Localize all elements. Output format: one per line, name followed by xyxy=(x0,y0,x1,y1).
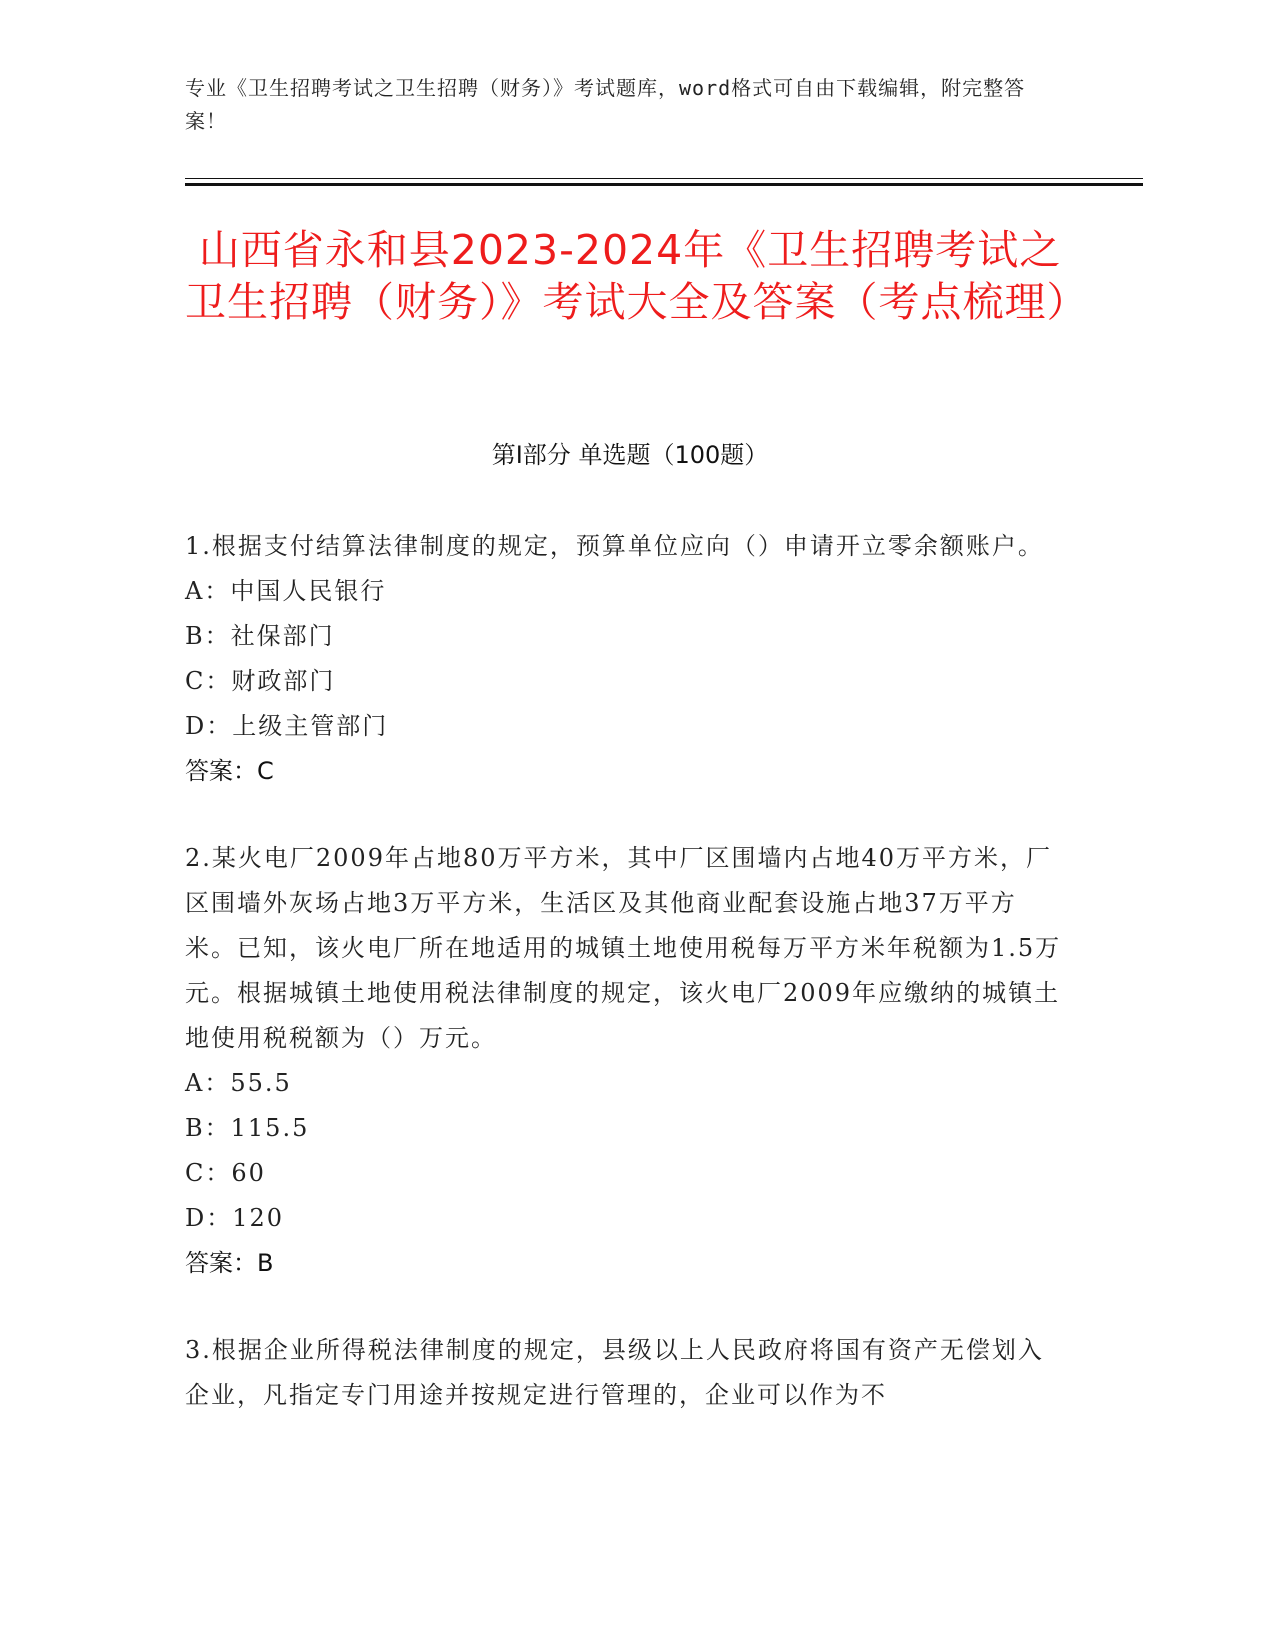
header-rule-thin xyxy=(185,178,1143,179)
question-stem: 2.某火电厂2009年占地80万平方米，其中厂区围墙内占地40万平方米，厂区围墙外灰场占地3万平方米，生活区及其他商业配套设施占地37万平方米。已知，该火电厂所在地适用的城镇土地使用税每万平方米年税额为1.5万元。根据城镇土地使用税法律制度的规定，该火电厂2009年应缴纳的城镇土地使用税税额为（）万元。 xyxy=(185,844,1062,1052)
answer: 答案：C xyxy=(185,757,274,785)
question-2 xyxy=(185,836,1065,1286)
option-b: B：社保部门 xyxy=(185,622,335,650)
option-c: C：财政部门 xyxy=(185,667,336,695)
question-3 xyxy=(185,1328,1065,1418)
header-rule-thick xyxy=(185,183,1143,186)
question-list xyxy=(185,524,1065,1460)
document-title: 山西省永和县2023-2024年《卫生招聘考试之卫生招聘（财务）》考试大全及答案（考点梳理） xyxy=(185,226,1089,326)
header-note: 专业《卫生招聘考试之卫生招聘（财务）》考试题库，word格式可自由下载编辑，附完整答案！ xyxy=(185,76,1026,133)
section-title: 第Ⅰ部分 单选题（100题） xyxy=(491,441,769,469)
question-stem: 3.根据企业所得税法律制度的规定，县级以上人民政府将国有资产无偿划入企业，凡指定专门用途并按规定进行管理的，企业可以作为不 xyxy=(185,1336,1044,1409)
answer: 答案：B xyxy=(185,1249,274,1277)
option-d: D：上级主管部门 xyxy=(185,712,389,740)
option-b: B：115.5 xyxy=(185,1114,310,1142)
option-d: D：120 xyxy=(185,1204,285,1232)
question-stem: 1.根据支付结算法律制度的规定，预算单位应向（）申请开立零余额账户。 xyxy=(185,532,1044,560)
option-c: C：60 xyxy=(185,1159,266,1187)
option-a: A：55.5 xyxy=(185,1069,292,1097)
option-a: A：中国人民银行 xyxy=(185,577,387,605)
question-1 xyxy=(185,524,1065,794)
